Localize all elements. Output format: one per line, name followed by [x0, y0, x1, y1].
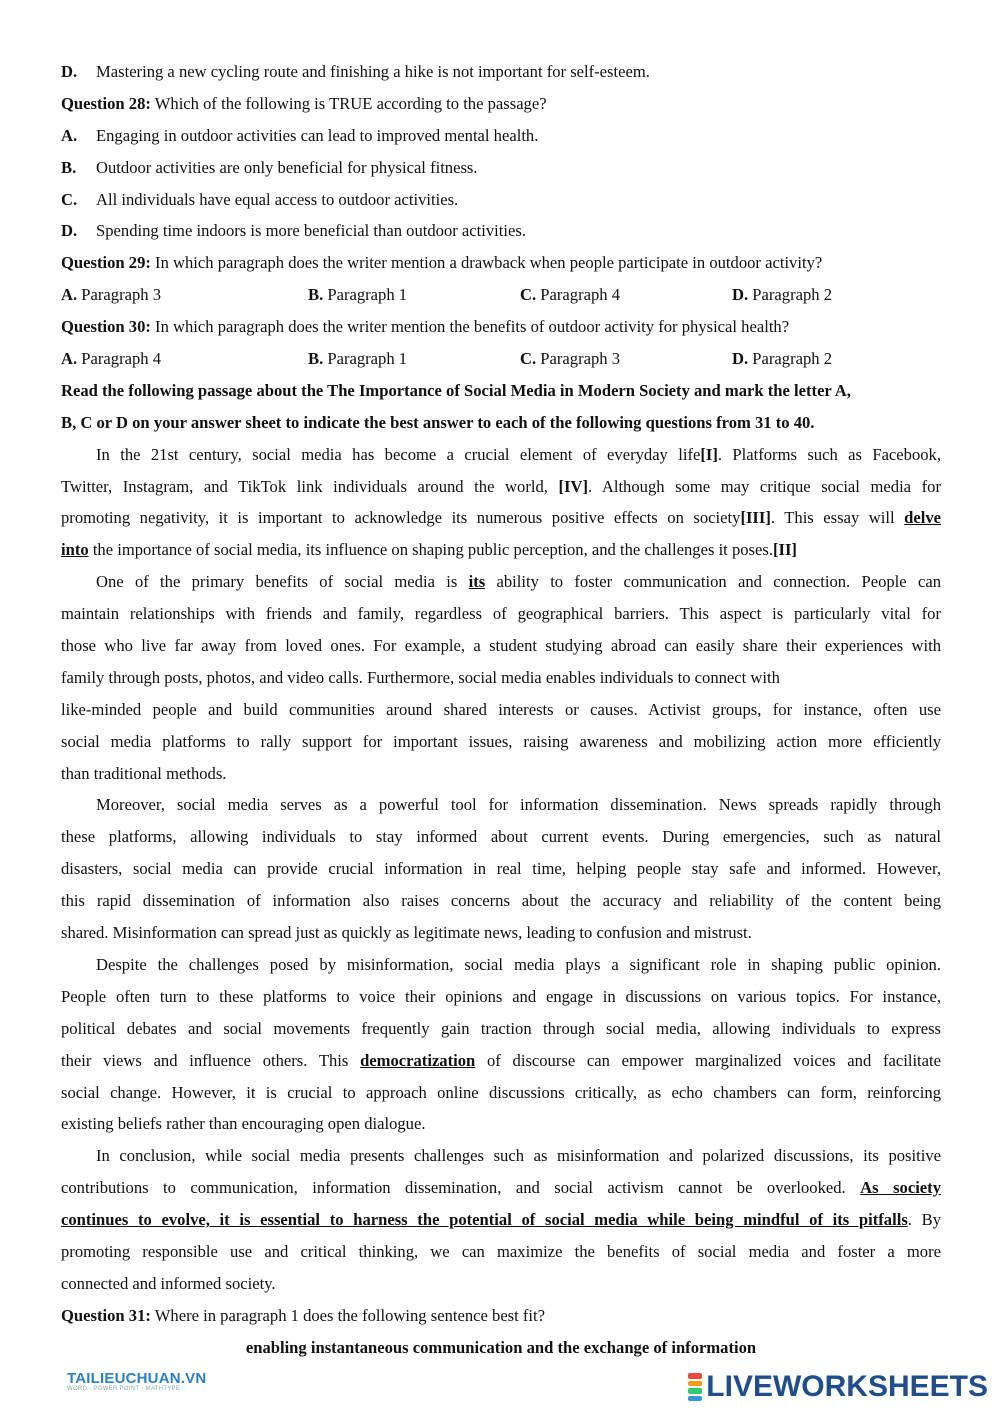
option-text: Paragraph 2 [748, 349, 833, 369]
marker-IV: [IV] [558, 476, 589, 496]
q28-option-b[interactable] [61, 152, 941, 184]
option-label: C. [520, 349, 537, 369]
highlight-democratization: democratization [360, 1050, 476, 1070]
highlight-its: its [468, 572, 486, 592]
option-text: Paragraph 3 [77, 285, 162, 305]
paragraph-line: People often turn to these platforms to voice their opinions and engage in discussions on various topics. For instance, [61, 986, 941, 1006]
instructions-line-2: B, C or D on your answer sheet to indicate the best answer to each of the following questions from 31 to 40. [61, 412, 815, 432]
option-label: D. [732, 349, 749, 369]
q29-option-c[interactable] [520, 279, 732, 311]
option-text: Paragraph 1 [323, 349, 408, 369]
paragraph-line: these platforms, allowing individuals to stay informed about current events. During emergencies, such as natural [61, 827, 941, 847]
text: . Platforms such as Facebook, [717, 444, 941, 464]
paragraph-line: like-minded people and build communities around shared interests or causes. Activist groups, for instance, often use [61, 699, 941, 719]
paragraph-line: Moreover, social media serves as a powerful tool for information dissemination. News spreads rapidly through [96, 795, 941, 815]
text: . Although some may critique social media for [588, 476, 941, 496]
question-text: In which paragraph does the writer mention the benefits of outdoor activity for physical health? [150, 317, 790, 337]
option-text: Mastering a new cycling route and finishing a hike is not important for self-esteem. [96, 62, 650, 81]
badge-segment [688, 1396, 702, 1402]
instructions-line-1: Read the following passage about the The Importance of Social Media in Modern Society and mark the letter A, [61, 380, 851, 400]
badge-segment [688, 1388, 702, 1394]
q28-option-c[interactable] [61, 184, 941, 216]
highlight-into: into [61, 540, 89, 560]
paragraph-line: than traditional methods. [61, 763, 227, 783]
q28-option-d[interactable] [61, 215, 941, 247]
question-31 [61, 1300, 941, 1332]
question-28 [61, 88, 941, 120]
paragraph-line: shared. Misinformation can spread just as quickly as legitimate news, leading to confusion and mistrust. [61, 923, 752, 943]
q30-option-d[interactable] [732, 343, 832, 375]
live-badge-icon [688, 1372, 702, 1402]
paragraph-line: existing beliefs rather than encouraging open dialogue. [61, 1114, 426, 1134]
passage-paragraph-5 [61, 1140, 941, 1299]
option-label: A. [61, 349, 78, 369]
liveworksheets-logo [688, 1370, 988, 1404]
text: . This essay will [770, 508, 905, 528]
paragraph-line: this rapid dissemination of information also raises concerns about the accuracy and reliability of the content being [61, 891, 941, 911]
q29-option-b[interactable] [308, 279, 520, 311]
paragraph-line: social media platforms to rally support for important issues, raising awareness and mobilizing action more efficiently [61, 731, 941, 751]
question-text: In which paragraph does the writer mention a drawback when people participate in outdoor activity? [150, 253, 823, 273]
logo-text: LIVEWORKSHEETS [706, 1370, 988, 1403]
badge-segment [688, 1373, 702, 1379]
marker-II: [II] [772, 540, 797, 560]
q28-option-a[interactable] [61, 120, 941, 152]
paragraph-line [61, 1172, 941, 1204]
option-label: C. [61, 189, 78, 209]
option-text: Outdoor activities are only beneficial for physical fitness. [96, 157, 478, 177]
marker-I: [I] [700, 444, 718, 464]
footer [0, 1366, 1000, 1414]
q29-option-a[interactable] [61, 279, 308, 311]
question-30 [61, 311, 941, 343]
paragraph-line: political debates and social movements frequently gain traction through social media, allowing individuals to express [61, 1018, 941, 1038]
text: of discourse can empower marginalized voices and facilitate [475, 1050, 941, 1070]
paragraph-line [61, 439, 941, 471]
paragraph-line: disasters, social media can provide crucial information in real time, helping people stay safe and informed. However, [61, 859, 941, 879]
question-text: Where in paragraph 1 does the following sentence best fit? [150, 1305, 546, 1325]
passage-paragraph-2 [61, 566, 941, 789]
question-label: Question 31: [61, 1305, 151, 1325]
text: In the 21st century, social media has become a crucial element of everyday life [96, 444, 701, 464]
passage-paragraph-4 [61, 949, 941, 1140]
text: the importance of social media, its influence on shaping public perception, and the challenges it poses. [88, 540, 773, 560]
paragraph-line [61, 566, 941, 598]
paragraph-line [61, 502, 941, 534]
option-label: A. [61, 285, 78, 305]
q30-option-a[interactable] [61, 343, 308, 375]
q29-options [61, 279, 941, 311]
paragraph-line: those who live far away from loved ones. For example, a student studying abroad can easily share their experiences with [61, 636, 941, 656]
option-label: D. [61, 221, 78, 241]
highlight-sentence-part-1: As society [860, 1178, 941, 1198]
option-label: C. [520, 285, 537, 305]
q31-sentence: enabling instantaneous communication and the exchange of information [245, 1337, 757, 1357]
paragraph-line: family through posts, photos, and video calls. Furthermore, social media enables individuals to connect with [61, 667, 780, 687]
option-text: All individuals have equal access to outdoor activities. [96, 189, 459, 209]
paragraph-line [61, 471, 941, 503]
text: promoting negativity, it is important to acknowledge its numerous positive effects on society [61, 508, 741, 528]
paragraph-line: promoting responsible use and critical thinking, we can maximize the benefits of social media and foster a more [61, 1241, 941, 1261]
paragraph-line [61, 1204, 941, 1236]
q27-option-d[interactable] [61, 56, 941, 88]
option-text: Paragraph 3 [536, 349, 621, 369]
question-29 [61, 247, 941, 279]
option-label: B. [308, 349, 324, 369]
paragraph-line: In conclusion, while social media presents challenges such as misinformation and polarized discussions, its positive [96, 1146, 941, 1166]
paragraph-line: connected and informed society. [61, 1273, 276, 1293]
q30-option-c[interactable] [520, 343, 732, 375]
question-label: Question 30: [61, 317, 151, 337]
q29-option-d[interactable] [732, 279, 832, 311]
badge-segment [688, 1381, 702, 1387]
logo-text: TAILIEUCHUAN.VN [67, 1370, 207, 1387]
paragraph-line: maintain relationships with friends and family, regardless of geographical barriers. This aspect is particularly vital for [61, 604, 941, 624]
paragraph-line: Despite the challenges posed by misinformation, social media plays a significant role in shaping public opinion. [96, 954, 941, 974]
text: contributions to communication, information dissemination, and social activism cannot be overlooked. [61, 1178, 861, 1198]
option-text: Paragraph 2 [748, 285, 833, 305]
option-text: Paragraph 4 [77, 349, 162, 369]
passage-paragraph-3 [61, 789, 941, 948]
option-label: A. [61, 125, 78, 145]
highlight-sentence-part-2: continues to evolve, it is essential to harness the potential of social media while being mindful of its pitfalls [61, 1210, 908, 1230]
logo-subtitle: WORD - POWER POINT - MATHTYPE [67, 1386, 181, 1392]
option-text: Paragraph 1 [323, 285, 408, 305]
text: . By [907, 1210, 941, 1230]
question-label: Question 29: [61, 253, 151, 273]
q30-options [61, 343, 941, 375]
option-label: B. [61, 157, 77, 177]
option-text: Spending time indoors is more beneficial than outdoor activities. [96, 221, 526, 241]
option-label: D. [732, 285, 749, 305]
text: their views and influence others. This [61, 1050, 361, 1070]
q30-option-b[interactable] [308, 343, 520, 375]
option-text: Engaging in outdoor activities can lead to improved mental health. [96, 125, 539, 145]
question-text: Which of the following is TRUE according to the passage? [150, 93, 547, 113]
tailieuchuan-logo [67, 1370, 206, 1392]
option-label: D. [61, 62, 78, 81]
text: Twitter, Instagram, and TikTok link individuals around the world, [61, 476, 559, 496]
text: One of the primary benefits of social media is [96, 572, 469, 592]
option-label: B. [308, 285, 324, 305]
paragraph-line: social change. However, it is crucial to approach online discussions critically, as echo chambers can form, reinforcing [61, 1082, 941, 1102]
worksheet-page [61, 56, 941, 1364]
passage-paragraph-1 [61, 439, 941, 567]
text: ability to foster communication and connection. People can [485, 572, 941, 592]
option-text: Paragraph 4 [536, 285, 621, 305]
highlight-delve: delve [904, 508, 941, 528]
paragraph-line [61, 534, 941, 566]
question-label: Question 28: [61, 93, 151, 113]
paragraph-line [61, 1045, 941, 1077]
marker-III: [III] [740, 508, 771, 528]
